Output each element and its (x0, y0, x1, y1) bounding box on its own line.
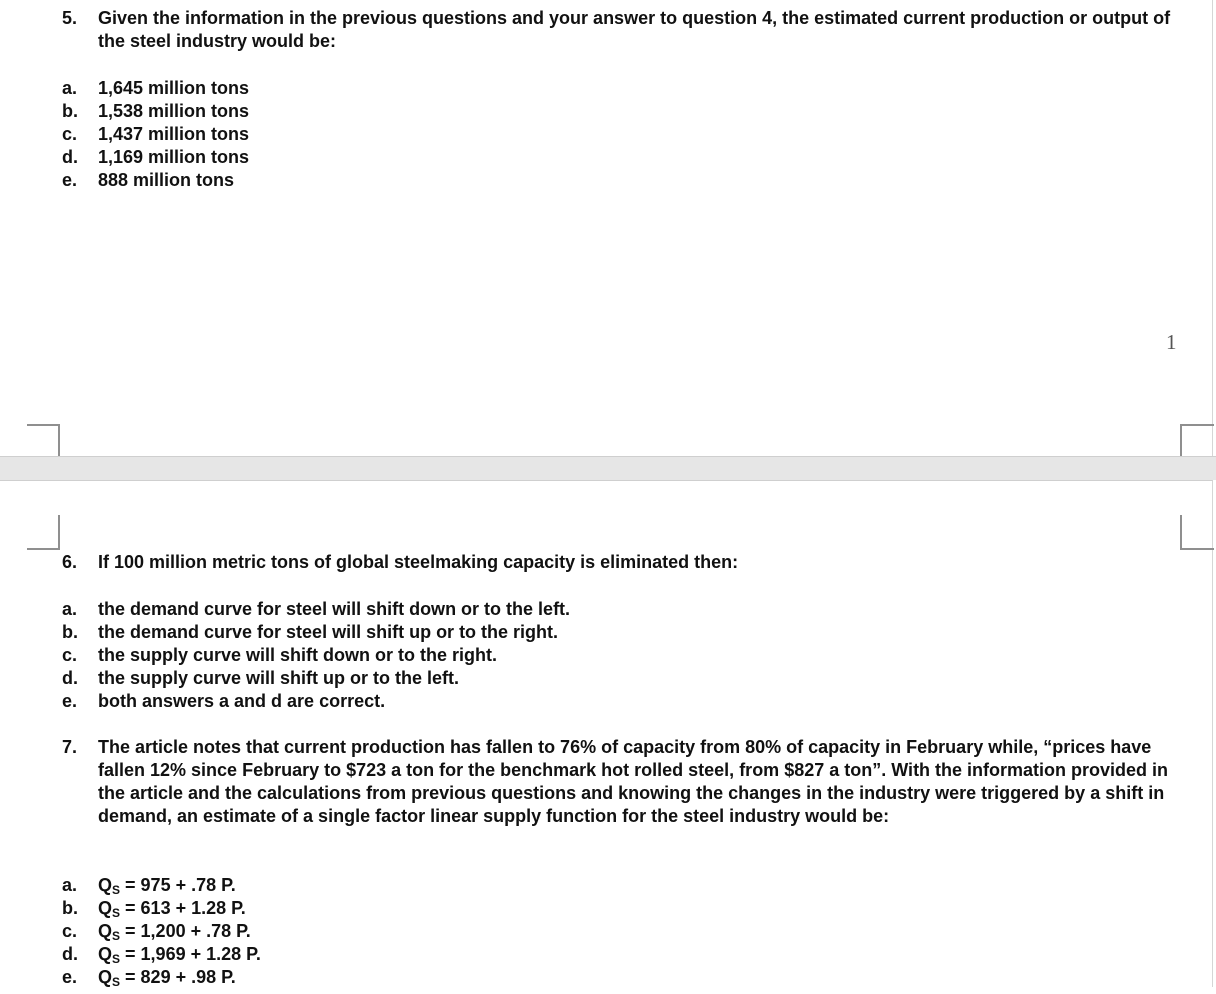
option-e: e. 888 million tons (62, 170, 235, 190)
question-number: 7. (62, 737, 78, 757)
question-stem: If 100 million metric tons of global steelmaking capacity is eliminated then: (98, 552, 739, 572)
document-page-1 (0, 0, 1213, 456)
question-number: 6. (62, 552, 78, 572)
question-6-options (0, 598, 1200, 713)
question-stem: Given the information in the previous questions and your answer to question 4, the estimated current production or output of the steel industry would be: (98, 8, 1171, 51)
option-b: b. the demand curve for steel will shift up or to the right. (62, 622, 559, 642)
question-5-options (0, 77, 1200, 192)
page-separator (0, 456, 1216, 480)
option-a: a. 1,645 million tons (62, 78, 250, 98)
question-number: 5. (62, 8, 78, 28)
option-b: b. $Q_S = 613 + 1.28$ P. (62, 898, 246, 920)
option-e: e. both answers a and d are correct. (62, 691, 386, 711)
document-page-2 (0, 480, 1213, 987)
option-a: a. $Q_S = 975 + .78$ P. (62, 875, 236, 897)
option-e: e. $Q_S = 829 + .98$ P. (62, 967, 236, 989)
option-d: d. 1,169 million tons (62, 147, 250, 167)
option-c: c. the supply curve will shift down or to the right. (62, 645, 498, 665)
page-number: 1 (1166, 330, 1177, 354)
option-a: a. the demand curve for steel will shift down or to the left. (62, 599, 571, 619)
crop-mark-top-right (1180, 515, 1214, 550)
crop-mark-top-left (27, 515, 60, 550)
option-b: b. 1,538 million tons (62, 101, 250, 121)
option-d: d. $Q_S = 1,969 + 1.28$ P. (62, 944, 261, 966)
crop-mark-bottom-left (27, 424, 60, 457)
question-7-options (0, 874, 1200, 989)
question-stem: The article notes that current production has fallen to 76% of capacity from 80% of capacity in February while, “prices have fallen 12% since February to $723 a ton for the benchmark hot rolled steel, from $827 a ton”. With the information provided in the article and the calculations from previous questions and knowing the changes in the industry were triggered by a shift in demand, an estimate of a single factor linear supply function for the steel industry would be: (98, 737, 1169, 826)
option-d: d. the supply curve will shift up or to the left. (62, 668, 460, 688)
option-c: c. 1,437 million tons (62, 124, 250, 144)
option-c: c. $Q_S = 1,200 + .78$ P. (62, 921, 251, 943)
crop-mark-bottom-right (1180, 424, 1214, 457)
